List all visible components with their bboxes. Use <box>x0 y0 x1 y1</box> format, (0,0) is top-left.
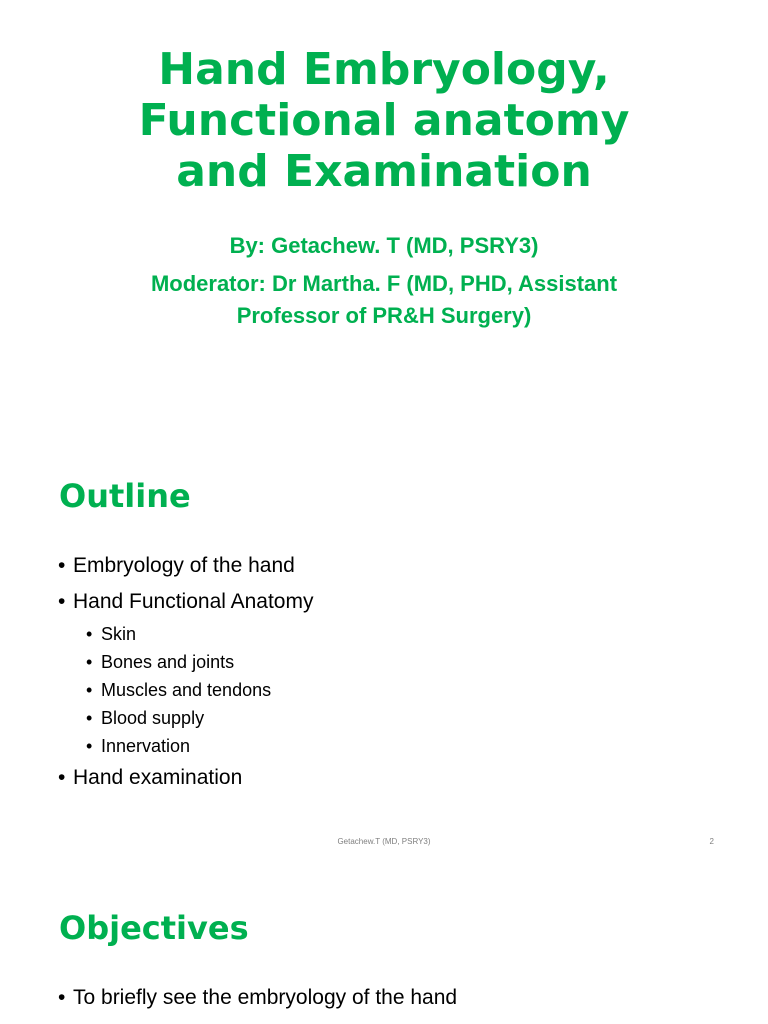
title-line: and Examination <box>176 146 592 197</box>
sub-bullet-item: • Skin <box>86 624 137 644</box>
bullet-item: • Embryology of the hand <box>58 554 295 577</box>
bullet-text: To briefly see the embryology of the hand <box>73 986 458 1009</box>
slide-heading: Objectives <box>59 909 249 947</box>
slide-number: 2 <box>709 837 714 846</box>
sub-bullet-item: • Muscles and tendons <box>86 680 272 700</box>
sub-bullet-item: • Innervation <box>86 736 191 756</box>
sub-bullet-list <box>58 620 313 760</box>
sub-bullet-text: Innervation <box>101 736 191 756</box>
bullet-item: • Hand examination <box>58 766 243 789</box>
sub-bullet-text: Skin <box>101 624 137 644</box>
sub-bullet-text: Bones and joints <box>101 652 235 672</box>
bullet-list <box>58 548 313 796</box>
objectives-slide <box>0 864 768 1024</box>
sub-bullet-text: Blood supply <box>101 708 205 728</box>
title-slide <box>0 0 768 432</box>
presentation-title <box>0 44 768 197</box>
moderator-line-text: Moderator: Dr Martha. F (MD, PHD, Assistant <box>150 271 618 296</box>
author-line: By: Getachew. T (MD, PSRY3) <box>229 233 539 258</box>
bullet-item: • To briefly see the embryology of the hand <box>58 986 458 1009</box>
slide-footer: Getachew.T (MD, PSRY3) <box>337 837 431 846</box>
sub-bullet-text: Muscles and tendons <box>101 680 272 700</box>
bullet-text: Hand Functional Anatomy <box>73 590 314 613</box>
bullet-text: Embryology of the hand <box>73 554 295 577</box>
sub-bullet-item: • Blood supply <box>86 708 205 728</box>
moderator-line <box>0 268 768 332</box>
moderator-line-text: Professor of PR&H Surgery) <box>236 303 532 328</box>
bullet-text: Hand examination <box>73 766 243 789</box>
sub-bullet-item: • Bones and joints <box>86 652 235 672</box>
bullet-item: • Hand Functional Anatomy <box>58 590 314 613</box>
sub-bullet-group <box>58 620 313 760</box>
slide-heading: Outline <box>59 477 191 515</box>
outline-slide <box>0 432 768 864</box>
title-line: Hand Embryology, <box>158 44 610 95</box>
title-line: Functional anatomy <box>138 95 630 146</box>
bullet-list <box>58 980 457 1016</box>
